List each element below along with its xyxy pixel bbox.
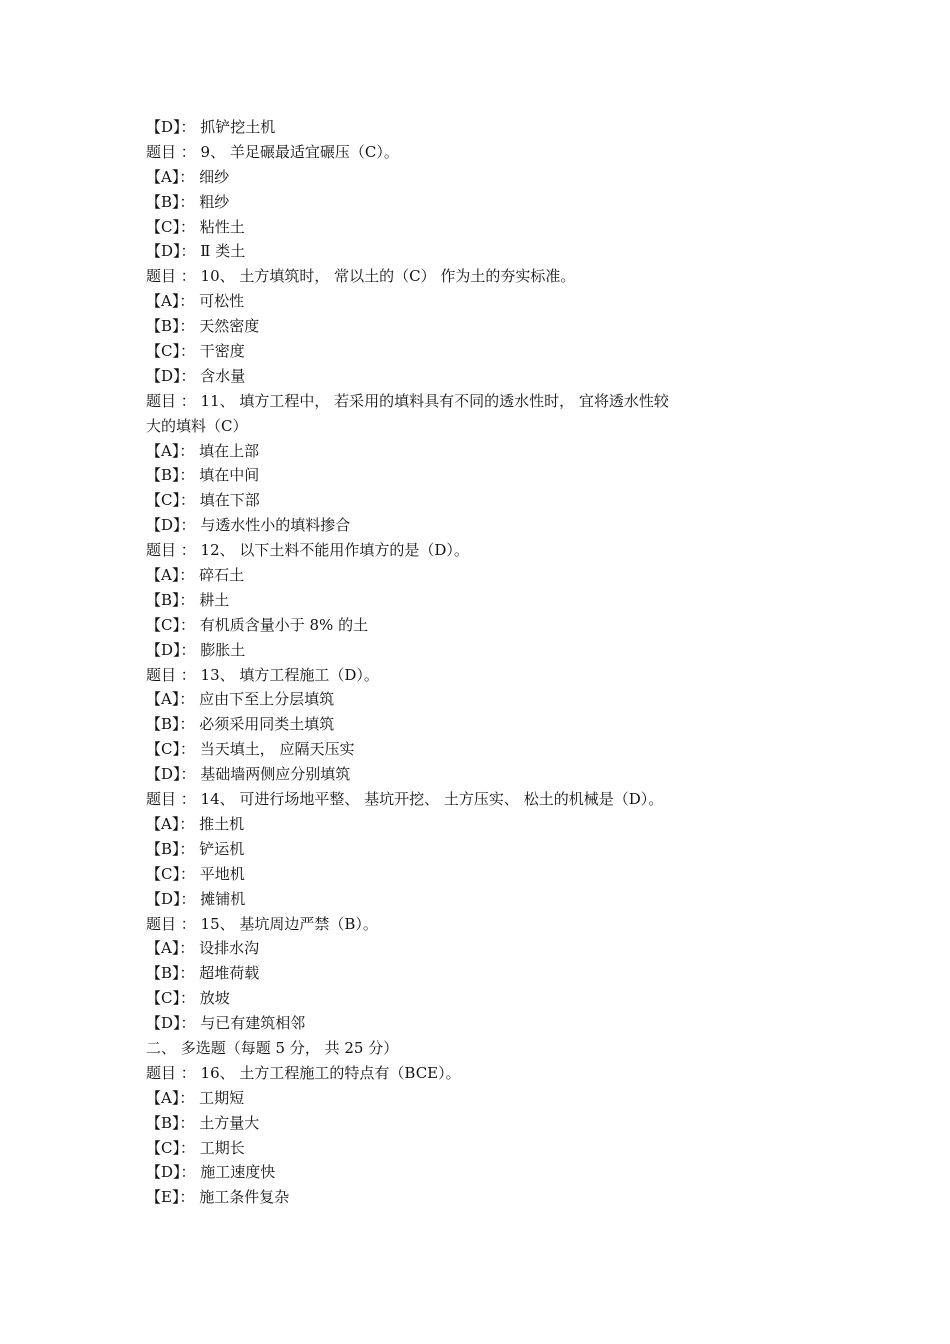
option-d-line: 【D】： 抓铲挖土机 (146, 118, 276, 136)
option-a-line: 【A】： 填在上部 (146, 441, 260, 460)
option-d-line: 【D】： Ⅱ 类土 (146, 242, 246, 261)
question-16: 题目 ： 16、 土方工程施工的特点有（BCE）。 (146, 1063, 461, 1082)
option-a-line: 【A】： 细纱 (146, 167, 230, 186)
option-d-line: 【D】： 基础墙两侧应分别填筑 (146, 765, 351, 784)
document-body (146, 115, 786, 1210)
option-d-line: 【D】： 与透水性小的填料掺合 (146, 516, 351, 535)
option-c-line: 【C】： 填在下部 (146, 491, 260, 510)
option-b-line: 【B】： 耕土 (146, 590, 230, 609)
option-d-line: 【D】： 膨胀土 (146, 640, 246, 659)
option-a-line: 【A】： 碎石土 (146, 566, 245, 585)
option-c-line: 【C】： 有机质含量小于 8% 的土 (146, 615, 369, 634)
option-c-line: 【C】： 粘性土 (146, 217, 245, 236)
question-12: 题目 ： 12、 以下土料不能用作填方的是（D）。 (146, 541, 469, 560)
option-d-line: 【D】： 施工速度快 (146, 1163, 276, 1182)
option-b-line: 【B】： 铲运机 (146, 839, 245, 858)
option-c-line: 【C】： 当天填土， 应隔天压实 (146, 740, 355, 759)
question-11: 题目 ： 11、 填方工程中， 若采用的填料具有不同的透水性时， 宜将透水性较 (146, 391, 669, 410)
option-c-line: 【C】： 工期长 (146, 1138, 245, 1157)
question-9: 题目 ： 9、 羊足碾最适宜碾压（C）。 (146, 142, 399, 161)
option-c-line: 【C】： 干密度 (146, 342, 245, 361)
option-b-line: 【B】： 必须采用同类土填筑 (146, 715, 335, 734)
option-c-line: 【C】： 平地机 (146, 864, 245, 883)
question-11-continuation: 大的填料（C） (146, 416, 248, 435)
option-d-line: 【D】： 摊铺机 (146, 889, 246, 908)
option-a-line: 【A】： 可松性 (146, 292, 245, 311)
option-e-line: 【E】： 施工条件复杂 (146, 1188, 290, 1207)
option-b-line: 【B】： 粗纱 (146, 192, 230, 211)
option-d-line: 【D】： 含水量 (146, 366, 246, 385)
option-c-line: 【C】： 放坡 (146, 989, 230, 1008)
option-a-line: 【A】： 工期短 (146, 1088, 245, 1107)
question-13: 题目 ： 13、 填方工程施工（D）。 (146, 665, 379, 684)
question-14: 题目 ： 14、 可进行场地平整、 基坑开挖、 土方压实、 松土的机械是（D）。 (146, 790, 664, 809)
option-a-line: 【A】： 推土机 (146, 814, 245, 833)
option-a-line: 【A】： 设排水沟 (146, 939, 260, 958)
option-b-line: 【B】： 超堆荷载 (146, 964, 260, 983)
option-a-line: 【A】： 应由下至上分层填筑 (146, 690, 335, 709)
option-b-line: 【B】： 填在中间 (146, 466, 260, 485)
question-15: 题目 ： 15、 基坑周边严禁（B）。 (146, 914, 378, 933)
section-heading-multiple-choice: 二、 多选题（每题 5 分， 共 25 分） (146, 1038, 399, 1057)
option-b-line: 【B】： 天然密度 (146, 317, 260, 336)
option-d-line: 【D】： 与已有建筑相邻 (146, 1014, 306, 1033)
question-10: 题目 ： 10、 土方填筑时， 常以土的（C） 作为土的夯实标准。 (146, 267, 576, 286)
option-b-line: 【B】： 土方量大 (146, 1113, 260, 1132)
